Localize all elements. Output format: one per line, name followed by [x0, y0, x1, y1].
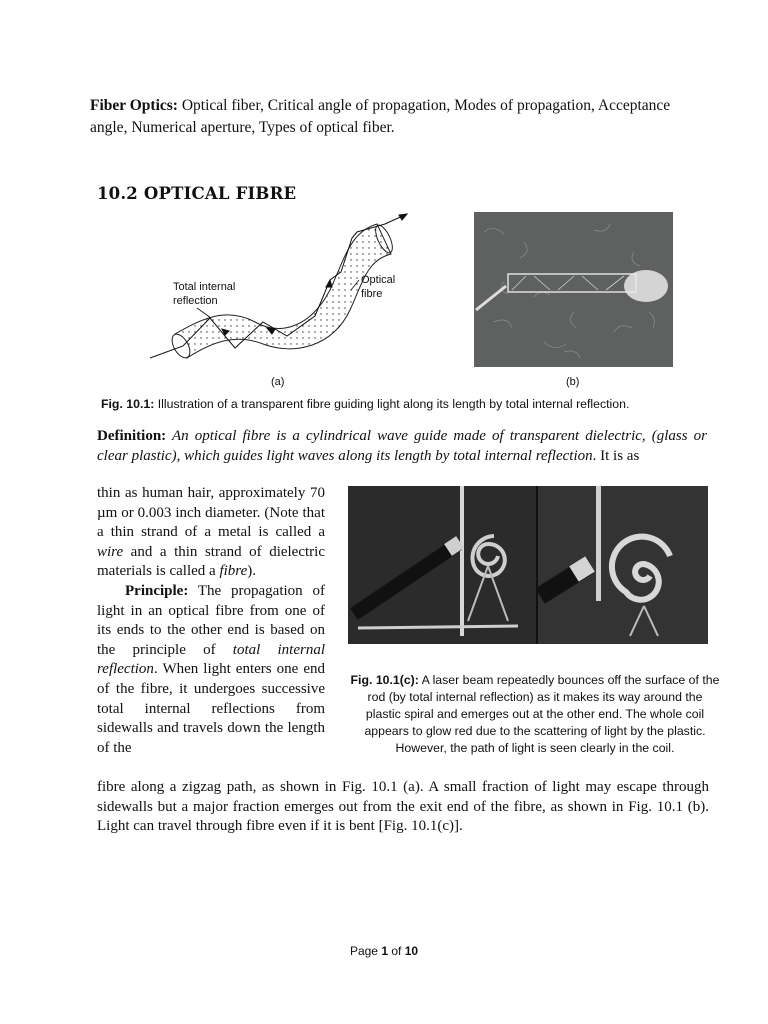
right-panel	[538, 486, 708, 644]
principle-label: Principle:	[125, 582, 189, 599]
stand-rod-left	[460, 486, 464, 636]
bench-bar	[358, 626, 518, 628]
coil-photo-drawing	[348, 486, 708, 644]
principle-text-b: . When light enters one end of the fibre, it undergoes successive total internal reflections from sidewalls and travels down the length of the	[97, 661, 325, 756]
fig-10-1-caption	[101, 397, 721, 411]
topic-line	[90, 95, 690, 139]
footer-page-word: Page	[349, 944, 382, 958]
principle-text-a: The propagation of light in an optical fibre from one of its ends to the other end is based on the principle of	[97, 582, 325, 658]
exit-glow	[624, 270, 668, 302]
fibre-diagram	[145, 210, 415, 365]
definition-label: Definition:	[97, 428, 167, 444]
wire-term: wire	[97, 543, 124, 560]
stand-rod-right	[596, 486, 601, 601]
principle-paragraph	[97, 582, 325, 758]
coil-photo	[348, 486, 708, 644]
principle-column	[97, 484, 325, 758]
fig-10-1-caption-text: Illustration of a transparent fibre guiding light along its length by total internal reflection.	[154, 397, 630, 411]
hair-text-a: thin as human hair, approximately 70 µm or 0.003 inch diameter. (Note that a thin strand of a metal is called a	[97, 485, 325, 541]
hair-paragraph	[97, 484, 325, 582]
section-heading: 10.2 OPTICAL FIBRE	[97, 184, 297, 203]
label-tir-2: reflection	[173, 295, 218, 307]
rod-photo-drawing	[474, 212, 673, 367]
label-fibre: Optical	[361, 274, 396, 286]
footer-of-word: of	[388, 944, 405, 958]
fibre-term: fibre	[219, 563, 248, 580]
definition-paragraph	[97, 426, 707, 466]
zigzag-paragraph: fibre along a zigzag path, as shown in Fig. 10.1 (a). A small fraction of light may escape through sidewalls but a major fraction emerges out from the exit end of the fibre, as shown in Fig. 10.1 (b). Light can travel through fibre even if it is bent [Fig. 10.1(c)].	[97, 779, 709, 835]
page-footer	[0, 944, 768, 958]
fibre-rod-photo	[474, 212, 673, 367]
tir-term: total internal reflection	[97, 641, 325, 678]
tir-pointer	[197, 308, 211, 318]
footer-page-total: 10	[404, 944, 419, 958]
definition-italic: An optical fibre is a cylindrical wave guide made of transparent dielectric, (glass or clear plastic), which guides light waves along its length by total internal reflection	[97, 428, 707, 464]
hair-text-b: and a thin strand of dielectric materials is called a	[97, 543, 325, 580]
definition-tail: . It is as	[592, 448, 640, 464]
fig-10-1c-caption-label: Fig. 10.1(c):	[350, 673, 419, 687]
topic-text: Optical fiber, Critical angle of propagation, Modes of propagation, Acceptance angle, Numerical aperture, Types of optical fiber.	[90, 97, 671, 136]
topic-label: Fiber Optics:	[90, 97, 178, 114]
footer-page-number: 1	[381, 944, 388, 958]
fig-10-1c-caption-text: A laser beam repeatedly bounces off the surface of the rod (by total internal reflection) as it makes its way around the plastic spiral and emerges out at the other end. The whole coil appears to glow red due to the scattering of light by the plastic. However, the path of light is seen clearly in the coil.	[364, 673, 720, 755]
subfig-a-label: (a)	[271, 376, 285, 388]
label-fibre-2: fibre	[361, 288, 383, 300]
hair-text-c: ).	[247, 563, 256, 580]
label-tir: Total internal	[173, 281, 236, 293]
fig-10-1-caption-label: Fig. 10.1:	[101, 397, 155, 411]
fig-10-1c-caption	[350, 672, 720, 757]
subfig-b-label: (b)	[566, 376, 580, 388]
